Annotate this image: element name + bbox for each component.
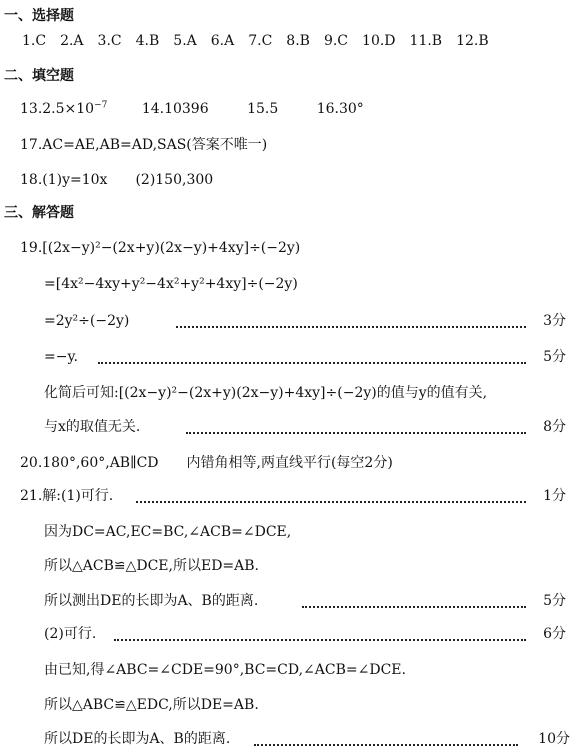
q19-score-5: 5分: [543, 349, 566, 365]
q19-score-3: 3分: [543, 313, 566, 329]
dotted-leader: [114, 639, 526, 641]
answer-15: 15.5: [247, 101, 279, 117]
q19-line-2: =[4x²−4xy+y²−4x²+y²+4xy]÷(−2y): [44, 276, 298, 292]
choice-answer: 9.C: [323, 33, 349, 49]
fill-row-13-16: [20, 95, 576, 123]
choice-answers: [22, 27, 576, 55]
q21-score-10: 10分: [538, 731, 570, 747]
q19-line-6: 与x的取值无关.: [44, 419, 141, 435]
dotted-leader: [254, 744, 518, 746]
answer-16: 16.30°: [316, 101, 364, 117]
dotted-leader: [98, 362, 526, 364]
choice-answer: 12.B: [456, 33, 489, 49]
answer-20: 20.180°,60°,AB∥CD 内错角相等,两直线平行(每空2分): [20, 455, 393, 471]
answer-14: 14.10396: [141, 101, 209, 117]
q21-score-6: 6分: [543, 626, 566, 642]
q21-line-4: 所以测出DE的长即为A、B的距离.: [44, 593, 259, 609]
section-title-choice: 一、选择题: [4, 8, 74, 24]
choice-answer: 5.A: [173, 33, 197, 49]
answer-13-base: 13.2.5×10: [20, 101, 95, 117]
choice-answer: 8.B: [286, 33, 310, 49]
choice-answer: 10.D: [362, 33, 396, 49]
choice-answer: 6.A: [210, 33, 235, 49]
dotted-leader: [302, 606, 526, 608]
dotted-leader: [136, 501, 526, 503]
q19-line-4: =−y.: [44, 349, 78, 365]
section-title-solve: 三、解答题: [4, 205, 74, 221]
choice-answer: 3.C: [97, 33, 122, 49]
q19-line-5: 化简后可知:[(2x−y)²−(2x+y)(2x−y)+4xy]÷(−2y)的值与y的值有关,: [44, 385, 488, 401]
answer-13-exponent: −7: [94, 100, 108, 111]
section-title-fill: 二、填空题: [4, 68, 74, 84]
q21-line-7: 所以△ABC≌△EDC,所以DE=AB.: [44, 697, 259, 713]
choice-answer: 4.B: [135, 33, 160, 49]
choice-answer: 7.C: [248, 33, 273, 49]
answer-13: [20, 101, 107, 117]
q19-score-8: 8分: [543, 419, 566, 435]
q19-line-3: =2y²÷(−2y): [44, 313, 130, 329]
q21-line-5: (2)可行.: [44, 626, 97, 642]
choice-answer: 2.A: [60, 33, 84, 49]
dotted-leader: [186, 432, 526, 434]
q21-line-1: 21.解:(1)可行.: [20, 488, 114, 504]
q21-line-3: 所以△ACB≌△DCE,所以ED=AB.: [44, 558, 260, 574]
dotted-leader: [176, 326, 526, 328]
q21-score-1: 1分: [543, 488, 566, 504]
q21-line-8: 所以DE的长即为A、B的距离.: [44, 731, 231, 747]
q21-line-6: 由已知,得∠ABC=∠CDE=90°,BC=CD,∠ACB=∠DCE.: [44, 662, 406, 678]
q21-score-5: 5分: [543, 593, 566, 609]
answer-18: 18.(1)y=10x (2)150,300: [20, 172, 214, 188]
q19-line-1: 19.[(2x−y)²−(2x+y)(2x−y)+4xy]÷(−2y): [20, 240, 301, 256]
q21-line-2: 因为DC=AC,EC=BC,∠ACB=∠DCE,: [44, 524, 292, 540]
choice-answer: 11.B: [409, 33, 443, 49]
answer-17: 17.AC=AE,AB=AD,SAS(答案不唯一): [20, 137, 268, 153]
choice-answer: 1.C: [22, 33, 47, 49]
